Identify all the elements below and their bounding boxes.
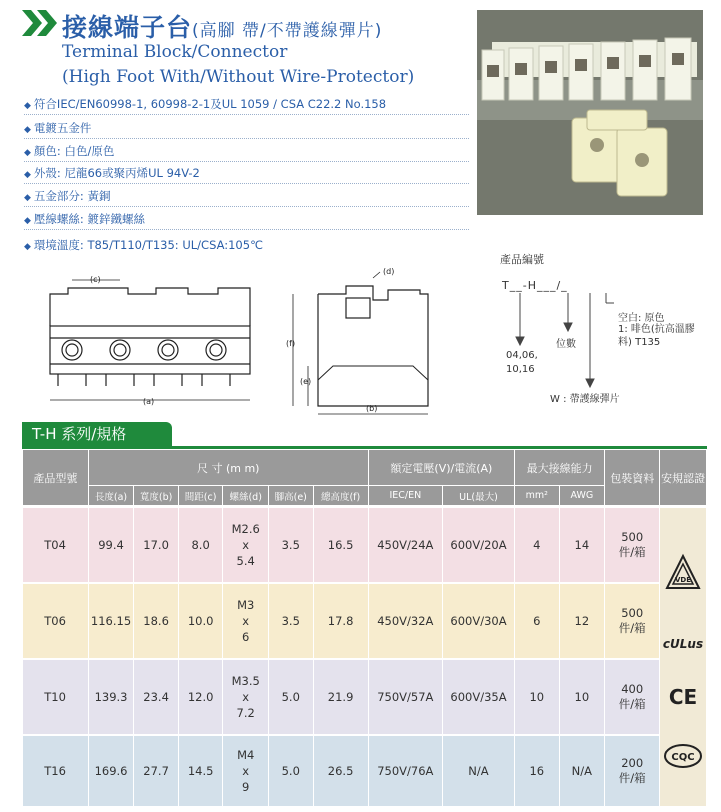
product-photo [477, 10, 703, 215]
series-banner: T-H 系列/規格 [22, 422, 172, 447]
col-rating: 額定電壓(V)/電流(A) [368, 450, 514, 486]
spec-item: ◆ 外殼: 尼龍66或聚丙烯UL 94V-2 [24, 166, 200, 180]
col-screw: 螺絲(d) [223, 486, 269, 506]
dim-label-e: (e) [300, 377, 312, 386]
spec-table [22, 449, 707, 806]
table-row: T06 116.15 18.6 10.0 M3 x 6 3.5 17.8 450V/32A 600V/30A 6 12 500 件/箱 [23, 584, 707, 658]
dim-label-a: (a) [143, 397, 155, 406]
col-length: 長度(a) [88, 486, 134, 506]
spec-item: ◆ 環境溫度: T85/T110/T135: UL/CSA:105℃ [24, 238, 263, 252]
dim-label-c: (c) [90, 275, 101, 284]
col-pitch: 間距(c) [178, 486, 223, 506]
table-row: T10 139.3 23.4 12.0 M3.5 x 7.2 5.0 21.9 750V/57A 600V/35A 10 10 400 件/箱 [23, 660, 707, 734]
chevron-logo-icon [22, 10, 60, 36]
page-subtitle [62, 40, 414, 90]
spec-item: ◆ 顏色: 白色/原色 [24, 144, 115, 158]
table-row: T04 99.4 17.0 8.0 M2.6 x 5.4 3.5 16.5 450V/24A 600V/20A 4 14 500 件/箱 VDE cULus CE CQC [23, 508, 707, 582]
ce-icon [669, 685, 697, 709]
front-view [50, 280, 250, 400]
col-awg: AWG [559, 486, 605, 506]
col-foot-height: 腳高(e) [268, 486, 313, 506]
dim-label-f: (f) [286, 339, 296, 348]
divider [24, 229, 469, 230]
svg-text:VDE: VDE [675, 575, 692, 584]
certifications [660, 508, 707, 806]
code-pos-label: 位數 [556, 339, 576, 350]
col-width: 寬度(b) [134, 486, 179, 506]
col-dimensions: 尺 寸 (m m) [88, 450, 368, 486]
title-en-line-2: (High Foot With/Without Wire-Protector) [62, 67, 415, 87]
code-color-label: 1: 啡色(抗高溫膠料) T135 [618, 324, 695, 348]
spec-item: ◆ 五金部分: 黃銅 [24, 189, 111, 203]
col-packing: 包裝資料 [605, 450, 660, 506]
col-model: 產品型號 [23, 450, 89, 506]
divider [24, 138, 469, 139]
product-code-legend [500, 245, 710, 410]
technical-drawing [28, 268, 448, 416]
dim-label-b: (b) [366, 404, 378, 413]
side-view [293, 272, 428, 414]
page-title [62, 8, 382, 44]
vde-icon [667, 556, 699, 588]
product-code-pattern: T__-H___/_ [502, 279, 568, 292]
divider [24, 183, 469, 184]
cqc-icon [665, 745, 701, 767]
divider [24, 161, 469, 162]
product-code-title: 產品編號 [500, 253, 544, 266]
dim-label-d: (d) [383, 268, 395, 276]
title-cn-suffix: (高腳 帶/不帶護線彈片) [192, 21, 383, 41]
code-blank-label: 空白: 原色 [618, 313, 665, 324]
spec-item: ◆ 壓線螺絲: 鍍鋅鐵螺絲 [24, 212, 145, 226]
ul-icon [663, 637, 703, 651]
table-row: T16 169.6 27.7 14.5 M4 x 9 5.0 26.5 750V/76A N/A 16 N/A 200 件/箱 [23, 736, 707, 806]
divider [24, 114, 469, 115]
col-safety: 安規認證 [660, 450, 707, 506]
svg-text:cULus: cULus [663, 636, 704, 651]
col-iec: IEC/EN [368, 486, 442, 506]
spec-item: ◆ 電鍍五金件 [24, 121, 92, 135]
col-mm2: mm² [515, 486, 560, 506]
col-ul: UL(最大) [442, 486, 514, 506]
code-w-label: W : 帶護線彈片 [550, 394, 620, 405]
svg-text:CQC: CQC [671, 751, 695, 763]
title-en-line-1: Terminal Block/Connector [62, 42, 288, 62]
col-capacity: 最大接線能力 [515, 450, 605, 486]
divider [24, 206, 469, 207]
spec-item: ◆ 符合IEC/EN60998-1, 60998-2-1及UL 1059 / CSA C22.2 No.158 [24, 97, 387, 111]
svg-text:CE: CE [668, 684, 698, 709]
title-cn: 接線端子台 [62, 13, 193, 42]
col-total-height: 總高度(f) [313, 486, 368, 506]
code-sizes: 04,06, 10,16 [506, 350, 538, 375]
